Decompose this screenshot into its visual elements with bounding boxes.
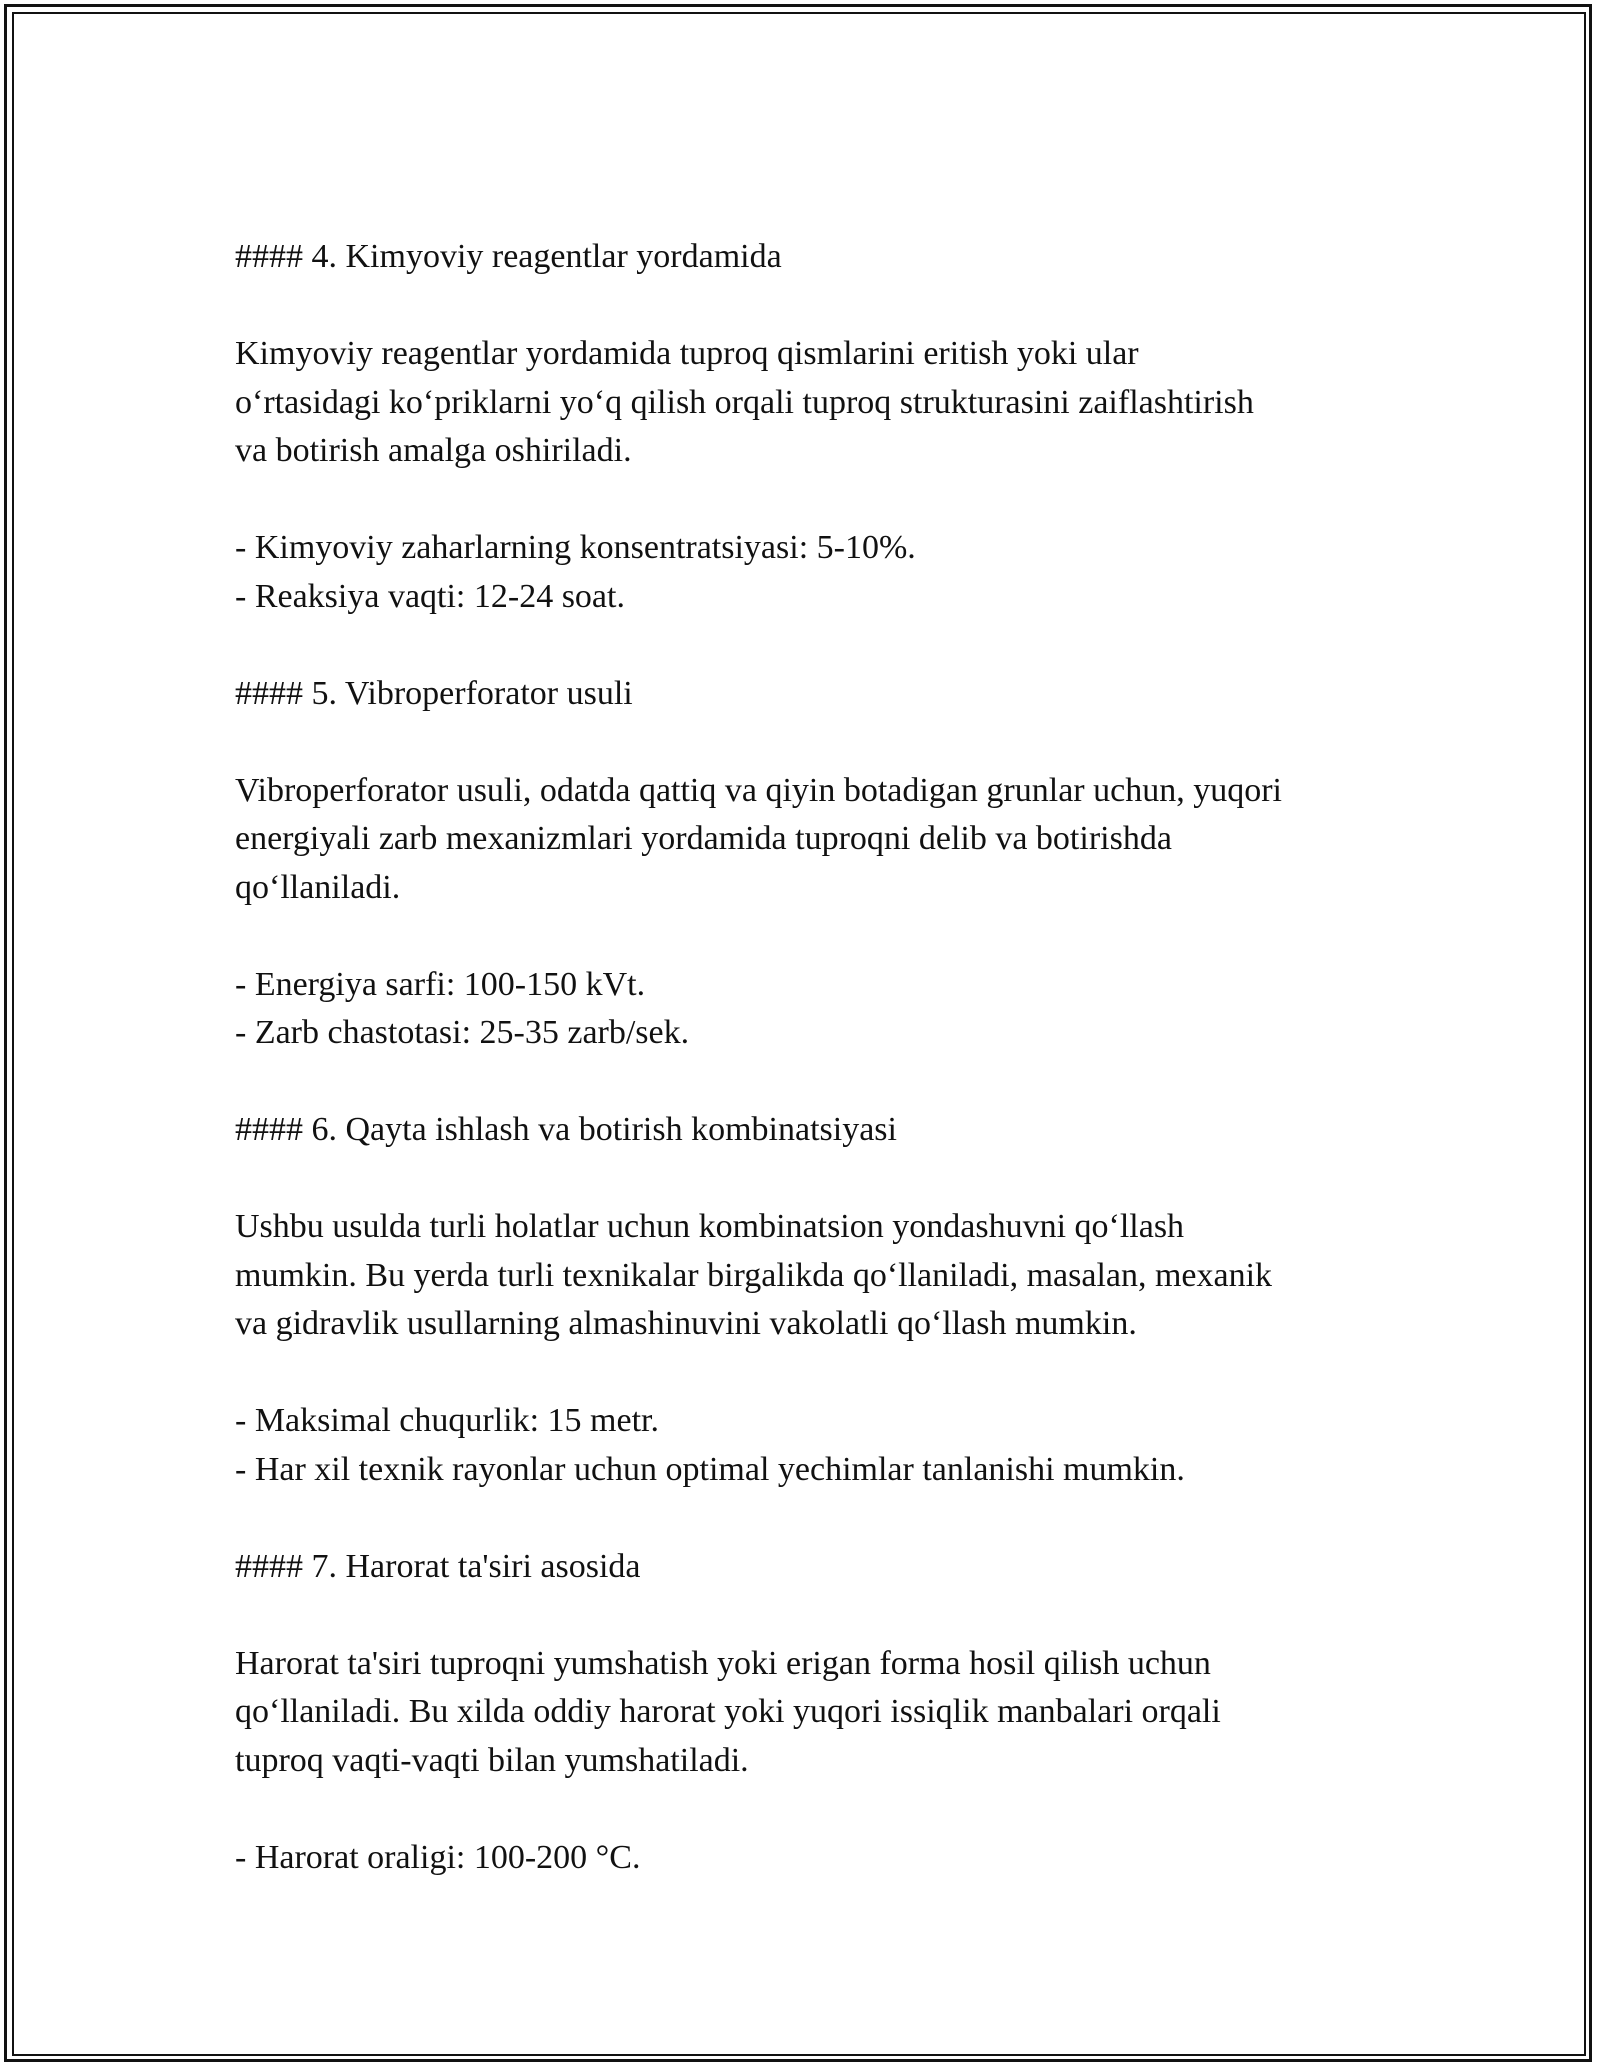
paragraph-line: va gidravlik usullarning almashinuvini vakolatli qo‘llash mumkin. <box>235 1305 1137 1342</box>
bullet-list <box>235 1397 1375 1494</box>
paragraph-line: Vibroperforator usuli, odatda qattiq va qiyin botadigan grunlar uchun, yuqori <box>235 771 1282 809</box>
list-item: - Kimyoviy zaharlarning konsentratsiyasi: 5-10%. <box>235 529 916 566</box>
paragraph <box>235 767 1375 913</box>
paragraph <box>235 1640 1375 1786</box>
list-item: - Har xil texnik rayonlar uchun optimal yechimlar tanlanishi mumkin. <box>235 1450 1185 1488</box>
heading-text: #### 5. Vibroperforator usuli <box>235 674 633 712</box>
bullet-list <box>235 524 1375 621</box>
paragraph-line: mumkin. Bu yerda turli texnikalar birgalikda qo‘llaniladi, masalan, mexanik <box>235 1256 1273 1294</box>
bullet-list <box>235 1834 1375 1883</box>
list-item: - Maksimal chuqurlik: 15 metr. <box>235 1402 659 1439</box>
heading-text: #### 4. Kimyoviy reagentlar yordamida <box>235 238 782 275</box>
heading-text: #### 6. Qayta ishlash va botirish kombinatsiyasi <box>235 1111 897 1148</box>
paragraph-line: qo‘llaniladi. <box>235 868 401 906</box>
heading-text: #### 7. Harorat ta'siri asosida <box>235 1547 641 1585</box>
paragraph-line: Ushbu usulda turli holatlar uchun kombinatsion yondashuvni qo‘llash <box>235 1208 1185 1245</box>
section-heading <box>235 1543 1375 1592</box>
paragraph <box>235 330 1375 476</box>
list-item: - Zarb chastotasi: 25-35 zarb/sek. <box>235 1014 690 1051</box>
section-heading <box>235 233 1375 282</box>
paragraph-line: Kimyoviy reagentlar yordamida tuproq qismlarini eritish yoki ular <box>235 335 1139 372</box>
list-item: - Energiya sarfi: 100-150 kVt. <box>235 965 646 1003</box>
paragraph-line: qo‘llaniladi. Bu xilda oddiy harorat yoki yuqori issiqlik manbalari orqali <box>235 1693 1221 1730</box>
list-item: - Harorat oraligi: 100-200 °C. <box>235 1838 641 1876</box>
paragraph <box>235 1203 1375 1349</box>
paragraph-line: Harorat ta'siri tuproqni yumshatish yoki erigan forma hosil qilish uchun <box>235 1644 1211 1682</box>
section-heading <box>235 1106 1375 1155</box>
list-item: - Reaksiya vaqti: 12-24 soat. <box>235 577 625 615</box>
document-body <box>235 233 1375 1931</box>
bullet-list <box>235 961 1375 1058</box>
section-heading <box>235 670 1375 719</box>
paragraph-line: energiyali zarb mexanizmlari yordamida tuproqni delib va botirishda <box>235 820 1172 857</box>
paragraph-line: o‘rtasidagi ko‘priklarni yo‘q qilish orqali tuproq strukturasini zaiflashtirish <box>235 383 1254 421</box>
paragraph-line: tuproq vaqti-vaqti bilan yumshatiladi. <box>235 1741 749 1779</box>
paragraph-line: va botirish amalga oshiriladi. <box>235 432 632 469</box>
